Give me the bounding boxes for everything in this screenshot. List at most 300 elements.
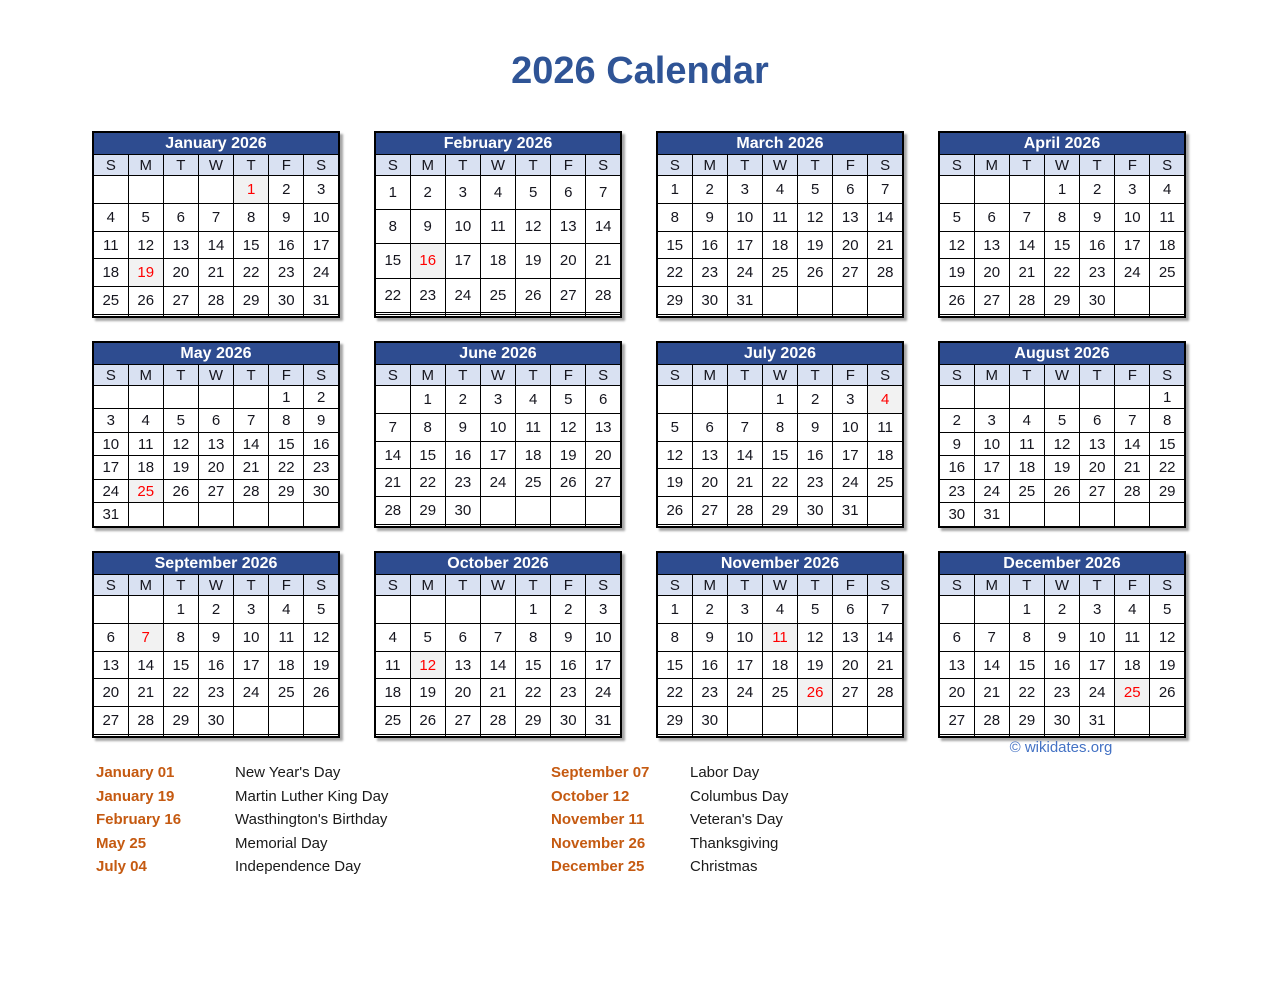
day-cell bbox=[833, 287, 868, 315]
day-cell: 18 bbox=[762, 651, 797, 679]
weekday-header: T bbox=[516, 155, 551, 176]
day-cell: 5 bbox=[939, 203, 974, 231]
day-cell bbox=[234, 386, 269, 409]
day-cell: 7 bbox=[868, 176, 903, 204]
day-cell: 19 bbox=[163, 456, 198, 479]
weekday-header: F bbox=[833, 155, 868, 176]
day-cell: 22 bbox=[1009, 679, 1044, 707]
day-cell: 24 bbox=[974, 479, 1009, 502]
day-cell bbox=[551, 497, 586, 525]
day-cell bbox=[445, 314, 480, 317]
holiday-date: January 01 bbox=[96, 764, 175, 781]
day-cell: 8 bbox=[163, 623, 198, 651]
day-cell: 9 bbox=[445, 413, 480, 441]
day-cell: 26 bbox=[798, 259, 833, 287]
weekday-header: M bbox=[128, 365, 163, 386]
day-cell: 9 bbox=[551, 623, 586, 651]
day-cell: 28 bbox=[375, 497, 410, 525]
holiday-entry bbox=[551, 832, 788, 856]
day-cell: 5 bbox=[516, 176, 551, 210]
weekday-header: F bbox=[269, 155, 304, 176]
weekday-header: F bbox=[551, 155, 586, 176]
day-cell: 29 bbox=[516, 707, 551, 735]
day-cell: 24 bbox=[727, 679, 762, 707]
day-cell: 10 bbox=[480, 413, 515, 441]
day-cell: 21 bbox=[868, 231, 903, 259]
day-cell-holiday: 25 bbox=[128, 479, 163, 502]
day-cell bbox=[516, 497, 551, 525]
day-cell: 24 bbox=[586, 679, 621, 707]
day-cell: 23 bbox=[551, 679, 586, 707]
weekday-header: W bbox=[480, 365, 515, 386]
day-cell: 5 bbox=[551, 386, 586, 414]
day-cell: 7 bbox=[234, 409, 269, 432]
day-cell bbox=[163, 315, 198, 317]
day-cell: 24 bbox=[1115, 259, 1150, 287]
day-cell bbox=[375, 314, 410, 317]
day-cell: 6 bbox=[833, 176, 868, 204]
day-cell: 31 bbox=[727, 287, 762, 315]
weekday-header: T bbox=[234, 575, 269, 596]
day-cell: 15 bbox=[410, 441, 445, 469]
month-calendar-july-2026 bbox=[656, 341, 904, 528]
day-cell bbox=[93, 176, 128, 204]
month-title: May 2026 bbox=[93, 342, 339, 365]
day-cell: 24 bbox=[234, 679, 269, 707]
day-cell: 25 bbox=[868, 469, 903, 497]
day-cell bbox=[480, 735, 515, 737]
day-cell: 30 bbox=[1044, 707, 1079, 735]
month-title: March 2026 bbox=[657, 132, 903, 155]
day-cell: 22 bbox=[410, 469, 445, 497]
day-cell: 18 bbox=[1009, 456, 1044, 479]
day-cell: 19 bbox=[798, 651, 833, 679]
month-calendar-february-2026 bbox=[374, 131, 622, 318]
day-cell: 21 bbox=[974, 679, 1009, 707]
day-cell bbox=[445, 596, 480, 624]
day-cell bbox=[833, 735, 868, 737]
weekday-header: F bbox=[551, 365, 586, 386]
day-cell bbox=[1044, 386, 1079, 409]
weekday-header: F bbox=[833, 575, 868, 596]
day-cell: 15 bbox=[657, 231, 692, 259]
weekday-header: T bbox=[445, 365, 480, 386]
day-cell-holiday: 26 bbox=[798, 679, 833, 707]
day-cell-holiday: 4 bbox=[868, 386, 903, 414]
weekday-header: T bbox=[234, 365, 269, 386]
day-cell: 27 bbox=[939, 707, 974, 735]
day-cell: 3 bbox=[480, 386, 515, 414]
day-cell: 5 bbox=[410, 623, 445, 651]
day-cell: 13 bbox=[93, 651, 128, 679]
weekday-header: W bbox=[1044, 575, 1079, 596]
day-cell: 16 bbox=[198, 651, 233, 679]
day-cell: 21 bbox=[727, 469, 762, 497]
day-cell bbox=[798, 315, 833, 317]
day-cell: 27 bbox=[198, 479, 233, 502]
day-cell: 26 bbox=[410, 707, 445, 735]
day-cell: 7 bbox=[1115, 409, 1150, 432]
day-cell: 5 bbox=[304, 596, 339, 624]
day-cell: 20 bbox=[93, 679, 128, 707]
day-cell bbox=[1009, 503, 1044, 527]
day-cell: 8 bbox=[1150, 409, 1185, 432]
day-cell: 23 bbox=[445, 469, 480, 497]
day-cell: 22 bbox=[657, 679, 692, 707]
day-cell: 8 bbox=[516, 623, 551, 651]
day-cell: 26 bbox=[1044, 479, 1079, 502]
day-cell: 28 bbox=[198, 287, 233, 315]
weekday-header: T bbox=[727, 155, 762, 176]
day-cell bbox=[163, 386, 198, 409]
weekday-header: M bbox=[128, 575, 163, 596]
day-cell: 28 bbox=[868, 259, 903, 287]
day-cell bbox=[410, 314, 445, 317]
day-cell: 8 bbox=[762, 413, 797, 441]
day-cell bbox=[269, 735, 304, 737]
day-cell: 12 bbox=[516, 210, 551, 244]
holiday-date: February 16 bbox=[96, 811, 182, 828]
day-cell: 21 bbox=[375, 469, 410, 497]
day-cell: 6 bbox=[586, 386, 621, 414]
day-cell: 26 bbox=[1150, 679, 1185, 707]
day-cell: 27 bbox=[692, 497, 727, 525]
day-cell bbox=[939, 315, 974, 317]
weekday-header: T bbox=[445, 155, 480, 176]
weekday-header: S bbox=[868, 365, 903, 386]
day-cell bbox=[1080, 386, 1115, 409]
day-cell: 30 bbox=[445, 497, 480, 525]
day-cell: 22 bbox=[163, 679, 198, 707]
day-cell: 19 bbox=[410, 679, 445, 707]
day-cell bbox=[375, 525, 410, 527]
day-cell: 10 bbox=[1080, 623, 1115, 651]
day-cell: 5 bbox=[1150, 596, 1185, 624]
day-cell bbox=[128, 503, 163, 527]
day-cell: 28 bbox=[586, 278, 621, 312]
day-cell: 13 bbox=[163, 231, 198, 259]
day-cell bbox=[657, 386, 692, 414]
month-calendar-june-2026 bbox=[374, 341, 622, 528]
day-cell: 8 bbox=[657, 203, 692, 231]
day-cell bbox=[1115, 315, 1150, 317]
day-cell: 14 bbox=[586, 210, 621, 244]
day-cell: 25 bbox=[762, 259, 797, 287]
day-cell: 21 bbox=[234, 456, 269, 479]
day-cell: 6 bbox=[163, 203, 198, 231]
day-cell: 4 bbox=[375, 623, 410, 651]
month-calendar-november-2026 bbox=[656, 551, 904, 738]
day-cell bbox=[198, 386, 233, 409]
day-cell: 3 bbox=[234, 596, 269, 624]
day-cell: 26 bbox=[516, 278, 551, 312]
weekday-header: W bbox=[480, 155, 515, 176]
day-cell: 12 bbox=[1150, 623, 1185, 651]
day-cell: 19 bbox=[657, 469, 692, 497]
day-cell: 16 bbox=[939, 456, 974, 479]
day-cell: 30 bbox=[939, 503, 974, 527]
day-cell: 14 bbox=[1009, 231, 1044, 259]
day-cell: 13 bbox=[586, 413, 621, 441]
weekday-header: S bbox=[868, 155, 903, 176]
day-cell: 29 bbox=[1009, 707, 1044, 735]
day-cell: 12 bbox=[798, 623, 833, 651]
holiday-name: Thanksgiving bbox=[690, 834, 779, 852]
day-cell: 14 bbox=[1115, 432, 1150, 455]
day-cell-holiday: 1 bbox=[234, 176, 269, 204]
weekday-header: S bbox=[93, 155, 128, 176]
day-cell bbox=[445, 735, 480, 737]
month-title: April 2026 bbox=[939, 132, 1185, 155]
weekday-header: S bbox=[1150, 575, 1185, 596]
weekday-header: T bbox=[516, 365, 551, 386]
day-cell: 20 bbox=[833, 231, 868, 259]
day-cell: 11 bbox=[516, 413, 551, 441]
holiday-entry bbox=[96, 761, 388, 785]
day-cell bbox=[692, 525, 727, 527]
day-cell bbox=[516, 735, 551, 737]
day-cell: 9 bbox=[304, 409, 339, 432]
day-cell: 11 bbox=[480, 210, 515, 244]
month-calendar-august-2026 bbox=[938, 341, 1186, 528]
day-cell bbox=[586, 497, 621, 525]
day-cell: 17 bbox=[1080, 651, 1115, 679]
month-title: November 2026 bbox=[657, 552, 903, 575]
day-cell: 22 bbox=[234, 259, 269, 287]
day-cell: 14 bbox=[480, 651, 515, 679]
holiday-entry bbox=[551, 855, 788, 879]
day-cell: 19 bbox=[939, 259, 974, 287]
day-cell bbox=[798, 707, 833, 735]
day-cell: 26 bbox=[939, 287, 974, 315]
day-cell bbox=[1009, 315, 1044, 317]
weekday-header: W bbox=[1044, 155, 1079, 176]
day-cell: 22 bbox=[269, 456, 304, 479]
day-cell: 27 bbox=[974, 287, 1009, 315]
day-cell: 4 bbox=[762, 596, 797, 624]
day-cell bbox=[128, 176, 163, 204]
day-cell: 18 bbox=[480, 244, 515, 278]
day-cell: 15 bbox=[516, 651, 551, 679]
day-cell bbox=[375, 596, 410, 624]
day-cell: 16 bbox=[692, 231, 727, 259]
day-cell bbox=[480, 525, 515, 527]
day-cell bbox=[1044, 503, 1079, 527]
day-cell bbox=[974, 315, 1009, 317]
day-cell: 27 bbox=[1080, 479, 1115, 502]
day-cell bbox=[516, 314, 551, 317]
day-cell: 11 bbox=[269, 623, 304, 651]
day-cell: 11 bbox=[93, 231, 128, 259]
day-cell: 10 bbox=[93, 432, 128, 455]
day-cell: 6 bbox=[551, 176, 586, 210]
day-cell: 28 bbox=[1115, 479, 1150, 502]
day-cell bbox=[410, 735, 445, 737]
day-cell: 17 bbox=[480, 441, 515, 469]
day-cell bbox=[692, 315, 727, 317]
day-cell: 16 bbox=[798, 441, 833, 469]
day-cell: 13 bbox=[445, 651, 480, 679]
day-cell: 13 bbox=[939, 651, 974, 679]
weekday-header: S bbox=[304, 575, 339, 596]
holiday-date: December 25 bbox=[551, 858, 645, 875]
weekday-header: F bbox=[551, 575, 586, 596]
day-cell: 3 bbox=[445, 176, 480, 210]
day-cell: 9 bbox=[939, 432, 974, 455]
day-cell: 18 bbox=[269, 651, 304, 679]
month-title: August 2026 bbox=[939, 342, 1185, 365]
day-cell bbox=[269, 707, 304, 735]
day-cell: 1 bbox=[762, 386, 797, 414]
holiday-entry bbox=[551, 808, 788, 832]
day-cell: 4 bbox=[480, 176, 515, 210]
day-cell bbox=[762, 287, 797, 315]
weekday-header: S bbox=[868, 575, 903, 596]
day-cell bbox=[480, 314, 515, 317]
day-cell-holiday: 7 bbox=[128, 623, 163, 651]
day-cell bbox=[939, 386, 974, 409]
holiday-entry bbox=[96, 785, 388, 809]
weekday-header: M bbox=[692, 575, 727, 596]
day-cell: 10 bbox=[445, 210, 480, 244]
weekday-header: M bbox=[410, 575, 445, 596]
day-cell: 23 bbox=[198, 679, 233, 707]
day-cell: 1 bbox=[657, 596, 692, 624]
day-cell: 27 bbox=[833, 679, 868, 707]
weekday-header: W bbox=[198, 365, 233, 386]
day-cell: 15 bbox=[234, 231, 269, 259]
day-cell bbox=[1009, 176, 1044, 204]
day-cell bbox=[163, 503, 198, 527]
day-cell: 27 bbox=[163, 287, 198, 315]
day-cell: 18 bbox=[762, 231, 797, 259]
day-cell: 24 bbox=[1080, 679, 1115, 707]
day-cell bbox=[939, 176, 974, 204]
day-cell bbox=[868, 287, 903, 315]
day-cell: 30 bbox=[269, 287, 304, 315]
day-cell: 13 bbox=[1080, 432, 1115, 455]
wikidates-credit-link[interactable]: © wikidates.org bbox=[1009, 739, 1113, 756]
day-cell: 5 bbox=[128, 203, 163, 231]
day-cell: 20 bbox=[939, 679, 974, 707]
month-title: February 2026 bbox=[375, 132, 621, 155]
day-cell: 25 bbox=[269, 679, 304, 707]
day-cell: 8 bbox=[410, 413, 445, 441]
day-cell bbox=[551, 735, 586, 737]
day-cell: 27 bbox=[93, 707, 128, 735]
day-cell bbox=[692, 735, 727, 737]
weekday-header: W bbox=[480, 575, 515, 596]
day-cell bbox=[762, 315, 797, 317]
holiday-name: Veteran's Day bbox=[690, 811, 783, 828]
day-cell: 31 bbox=[833, 497, 868, 525]
day-cell: 23 bbox=[1044, 679, 1079, 707]
day-cell: 4 bbox=[1150, 176, 1185, 204]
holiday-date: January 19 bbox=[96, 787, 175, 805]
day-cell: 31 bbox=[1080, 707, 1115, 735]
day-cell bbox=[1150, 707, 1185, 735]
weekday-header: T bbox=[1080, 365, 1115, 386]
day-cell: 9 bbox=[1080, 203, 1115, 231]
weekday-header: T bbox=[727, 575, 762, 596]
day-cell: 29 bbox=[1044, 287, 1079, 315]
month-calendar-april-2026 bbox=[938, 131, 1186, 318]
day-cell: 18 bbox=[1150, 231, 1185, 259]
day-cell: 21 bbox=[586, 244, 621, 278]
day-cell: 24 bbox=[727, 259, 762, 287]
day-cell: 25 bbox=[516, 469, 551, 497]
day-cell: 2 bbox=[410, 176, 445, 210]
day-cell bbox=[269, 503, 304, 527]
day-cell: 20 bbox=[974, 259, 1009, 287]
day-cell: 12 bbox=[304, 623, 339, 651]
day-cell bbox=[234, 315, 269, 317]
weekday-header: W bbox=[1044, 365, 1079, 386]
day-cell bbox=[974, 596, 1009, 624]
day-cell: 21 bbox=[198, 259, 233, 287]
day-cell bbox=[1115, 707, 1150, 735]
day-cell bbox=[727, 735, 762, 737]
day-cell bbox=[198, 735, 233, 737]
day-cell: 9 bbox=[410, 210, 445, 244]
day-cell-holiday: 11 bbox=[762, 623, 797, 651]
day-cell: 19 bbox=[1150, 651, 1185, 679]
day-cell: 24 bbox=[93, 479, 128, 502]
weekday-header: T bbox=[234, 155, 269, 176]
day-cell: 8 bbox=[1009, 623, 1044, 651]
day-cell: 2 bbox=[1044, 596, 1079, 624]
day-cell: 18 bbox=[868, 441, 903, 469]
day-cell: 9 bbox=[1044, 623, 1079, 651]
day-cell-holiday: 16 bbox=[410, 244, 445, 278]
weekday-header: S bbox=[939, 575, 974, 596]
weekday-header: T bbox=[516, 575, 551, 596]
day-cell: 16 bbox=[445, 441, 480, 469]
day-cell-holiday: 25 bbox=[1115, 679, 1150, 707]
day-cell bbox=[1044, 735, 1079, 737]
day-cell bbox=[93, 386, 128, 409]
day-cell bbox=[1115, 386, 1150, 409]
day-cell: 20 bbox=[833, 651, 868, 679]
day-cell bbox=[234, 707, 269, 735]
day-cell bbox=[1150, 315, 1185, 317]
day-cell bbox=[516, 525, 551, 527]
holiday-name: Columbus Day bbox=[690, 787, 789, 805]
day-cell bbox=[234, 503, 269, 527]
weekday-header: S bbox=[657, 155, 692, 176]
day-cell bbox=[1009, 386, 1044, 409]
day-cell bbox=[269, 315, 304, 317]
day-cell: 13 bbox=[833, 623, 868, 651]
day-cell: 19 bbox=[798, 231, 833, 259]
day-cell: 23 bbox=[798, 469, 833, 497]
day-cell bbox=[163, 176, 198, 204]
day-cell bbox=[304, 735, 339, 737]
day-cell: 21 bbox=[1115, 456, 1150, 479]
day-cell: 20 bbox=[163, 259, 198, 287]
day-cell bbox=[727, 315, 762, 317]
day-cell: 1 bbox=[516, 596, 551, 624]
day-cell: 1 bbox=[657, 176, 692, 204]
months-grid bbox=[92, 131, 1186, 738]
day-cell bbox=[939, 735, 974, 737]
day-cell: 10 bbox=[727, 203, 762, 231]
day-cell: 19 bbox=[1044, 456, 1079, 479]
day-cell: 6 bbox=[833, 596, 868, 624]
day-cell: 2 bbox=[198, 596, 233, 624]
day-cell bbox=[939, 596, 974, 624]
day-cell bbox=[1080, 315, 1115, 317]
